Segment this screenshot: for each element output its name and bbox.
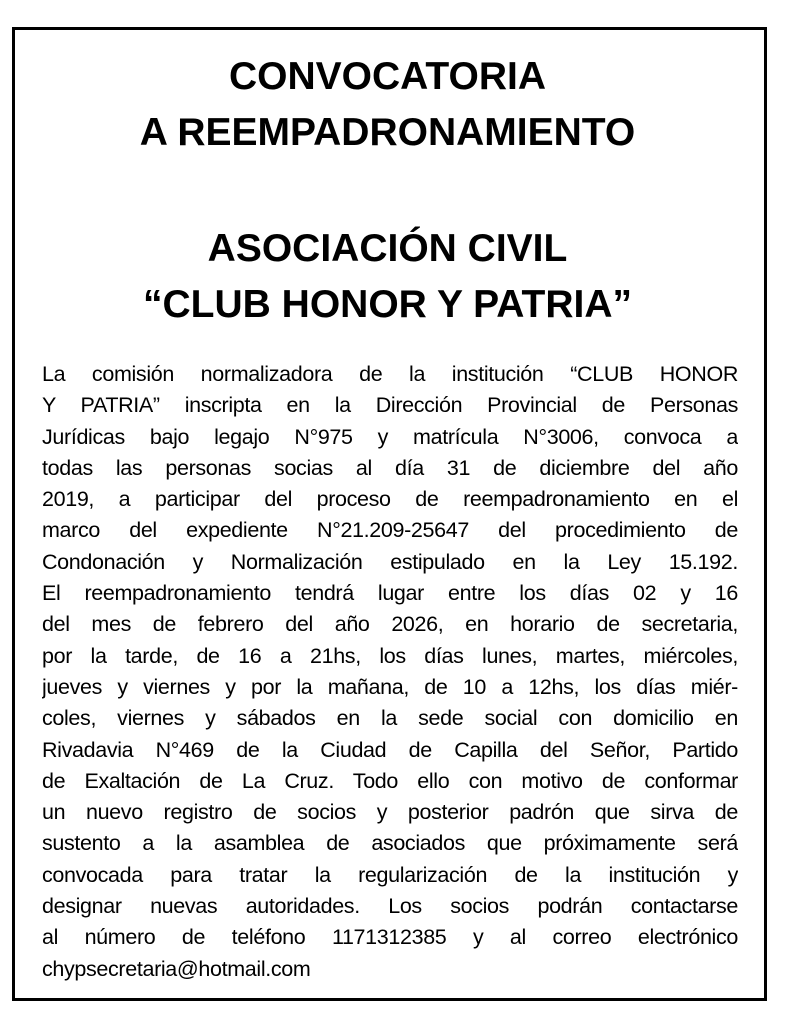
body-text-line: Jurídicas bajo legajo N°975 y matrícula N°3006, convoca a bbox=[42, 424, 738, 449]
title-association: ASOCIACIÓN CIVIL bbox=[207, 227, 568, 270]
title-reempadronamiento: A REEMPADRONAMIENTO bbox=[139, 111, 636, 154]
body-text-line: El reempadronamiento tendrá lugar entre los días 02 y 16 bbox=[42, 581, 738, 606]
body-text-line: Condonación y Normalización estipulado en la Ley 15.192. bbox=[42, 549, 738, 574]
body-text-line: 2019, a participar del proceso de reempadronamiento en el bbox=[42, 487, 738, 512]
body-text-line: sustento a la asamblea de asociados que próximamente será bbox=[42, 831, 738, 856]
body-text-line: jueves y viernes y por la mañana, de 10 a 12hs, los días miér- bbox=[42, 674, 738, 699]
body-text-line: todas las personas socias al día 31 de diciembre del año bbox=[42, 455, 738, 480]
body-text-line: un nuevo registro de socios y posterior padrón que sirva de bbox=[42, 800, 738, 825]
title-club-name: “CLUB HONOR Y PATRIA” bbox=[143, 283, 632, 326]
body-text-line: del mes de febrero del año 2026, en horario de secretaria, bbox=[42, 612, 738, 637]
body-text-line: chypsecretaria@hotmail.com bbox=[42, 956, 311, 981]
body-text-line: Y PATRIA” inscripta en la Dirección Provincial de Personas bbox=[42, 393, 738, 418]
title-convocatoria: CONVOCATORIA bbox=[228, 55, 547, 98]
body-text-line: La comisión normalizadora de la institución “CLUB HONOR bbox=[42, 362, 738, 386]
body-text-line: designar nuevas autoridades. Los socios podrán contactarse bbox=[42, 894, 738, 919]
notice-body bbox=[42, 359, 738, 985]
body-text-line: por la tarde, de 16 a 21hs, los días lunes, martes, miércoles, bbox=[42, 643, 738, 668]
body-text-line: marco del expediente N°21.209-25647 del procedimiento de bbox=[42, 518, 738, 543]
body-text-line: convocada para tratar la regularización de la institución y bbox=[42, 862, 738, 887]
body-text-line: coles, viernes y sábados en la sede social con domicilio en bbox=[42, 706, 738, 731]
body-text-line: de Exaltación de La Cruz. Todo ello con motivo de conformar bbox=[42, 768, 738, 793]
body-text-line: Rivadavia N°469 de la Ciudad de Capilla del Señor, Partido bbox=[42, 737, 738, 762]
body-text-line: al número de teléfono 1171312385 y al correo electrónico bbox=[42, 925, 738, 950]
